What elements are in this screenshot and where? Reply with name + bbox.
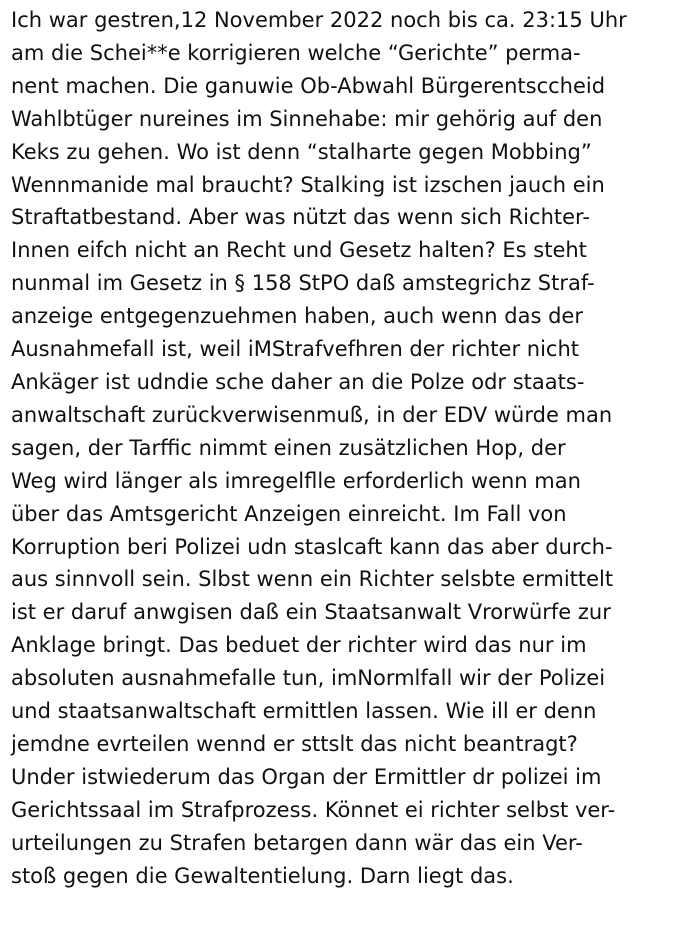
text-line: jemdne evrteilen wennd er sttslt das nicht beantragt? bbox=[11, 731, 578, 756]
text-line: urteilungen zu Strafen betargen dann wär das ein Ver- bbox=[11, 830, 583, 855]
text-line: absoluten ausnahmefalle tun, imNormlfall wir der Polizei bbox=[11, 666, 606, 691]
text-line: über das Amtsgericht Anzeigen einreicht. Im Fall von bbox=[11, 501, 567, 526]
text-line: Under istwiederum das Organ der Ermittler dr polizei im bbox=[11, 764, 602, 789]
text-line: und staatsanwaltschaft ermittlen lassen. Wie ill er denn bbox=[11, 699, 597, 724]
text-line: ist er daruf anwgisen daß ein Staatsanwalt Vrorwürfe zur bbox=[11, 600, 611, 625]
text-line: Gerichtssaal im Strafprozess. Könnet ei richter selbst ver- bbox=[11, 797, 616, 822]
text-line: Keks zu gehen. Wo ist denn “stalharte gegen Mobbing” bbox=[11, 139, 592, 164]
text-line: nunmal im Gesetz in § 158 StPO daß amstegrichz Straf- bbox=[11, 271, 595, 296]
text-line: Weg wird länger als imregelflle erforderlich wenn man bbox=[11, 468, 581, 493]
text-line: Korruption beri Polizei udn staslcaft kann das aber durch- bbox=[11, 534, 613, 559]
text-line: am die Schei**e korrigieren welche “Gerichte” perma- bbox=[11, 40, 581, 65]
text-line: stoß gegen die Gewaltentielung. Darn liegt das. bbox=[11, 863, 514, 888]
text-line: Innen eifch nicht an Recht und Gesetz halten? Es steht bbox=[11, 238, 587, 263]
text-line: aus sinnvoll sein. Slbst wenn ein Richter selsbte ermittelt bbox=[11, 567, 614, 592]
text-line: Straftatbestand. Aber was nützt das wenn sich Richter- bbox=[11, 205, 590, 230]
text-line: Ausnahmefall ist, weil iMStrafvefhren der richter nicht bbox=[11, 337, 580, 362]
text-line: Wennmanide mal braucht? Stalking ist izschen jauch ein bbox=[11, 172, 605, 197]
text-line: Ankäger ist udndie sche daher an die Polze odr staats- bbox=[11, 369, 585, 394]
text-line: sagen, der Tarffic nimmt einen zusätzlichen Hop, der bbox=[11, 435, 566, 460]
text-line: Anklage bringt. Das beduet der richter wird das nur im bbox=[11, 633, 587, 658]
text-line: anwaltschaft zurückverwisenmuß, in der EDV würde man bbox=[11, 402, 613, 427]
document-text bbox=[11, 4, 681, 892]
text-line: nent machen. Die ganuwie Ob-Abwahl Bürgerentsccheid bbox=[11, 73, 606, 98]
text-line: anzeige entgegenzuehmen haben, auch wenn das der bbox=[11, 304, 583, 329]
text-line: Wahlbtüger nureines im Sinnehabe: mir gehörig auf den bbox=[11, 106, 603, 131]
text-line: Ich war gestren,12 November 2022 noch bis ca. 23:15 Uhr bbox=[11, 8, 627, 32]
